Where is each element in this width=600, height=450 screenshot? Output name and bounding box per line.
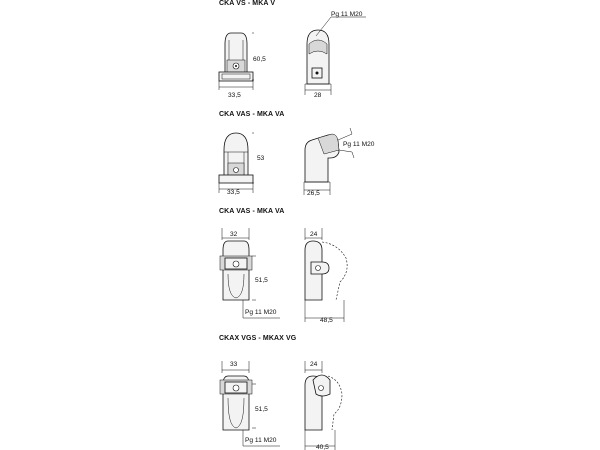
dimension-width-front-2: 33,5 bbox=[227, 189, 240, 196]
side-view-2 bbox=[304, 128, 354, 195]
section-title: CKAX VGS - MKAX VG bbox=[219, 335, 297, 342]
dimension-width-side-2: 26,5 bbox=[307, 190, 320, 197]
thread-label-side-2: Pg 11 M20 bbox=[343, 141, 375, 148]
dimension-width-front-4: 33 bbox=[230, 361, 238, 368]
dimension-height-front-2: 53 bbox=[257, 155, 265, 162]
dimension-width-side-4: 24 bbox=[310, 361, 318, 368]
front-view-2 bbox=[219, 133, 254, 193]
thread-label-front-3: Pg 11 M20 bbox=[245, 309, 277, 316]
dimension-width-front-1: 33,5 bbox=[228, 92, 241, 99]
side-view-1 bbox=[305, 17, 366, 95]
dimension-width-side-3: 24 bbox=[310, 231, 318, 238]
section-title: CKA VAS - MKA VA bbox=[219, 111, 285, 118]
thread-label-side-1: Pg 11 M20 bbox=[331, 11, 363, 18]
dimension-height-front-3: 51,5 bbox=[255, 277, 268, 284]
dimension-depth-side-4: 40,5 bbox=[316, 444, 329, 450]
dimension-height-front-1: 60,5 bbox=[253, 56, 266, 63]
front-view-1 bbox=[219, 33, 254, 90]
dimension-height-front-4: 51,5 bbox=[255, 406, 268, 413]
section-title: CKA VAS - MKA VA bbox=[219, 208, 285, 215]
dimension-width-front-3: 32 bbox=[230, 231, 238, 238]
dimension-width-side-1: 28 bbox=[314, 92, 322, 99]
section-title: CKA VS - MKA V bbox=[219, 0, 276, 7]
front-view-4 bbox=[220, 361, 280, 446]
side-view-3 bbox=[305, 228, 347, 322]
side-view-4 bbox=[305, 361, 342, 450]
dimension-depth-side-3: 48,5 bbox=[320, 317, 333, 324]
front-view-3 bbox=[220, 228, 280, 318]
thread-label-front-4: Pg 11 M20 bbox=[245, 437, 277, 444]
